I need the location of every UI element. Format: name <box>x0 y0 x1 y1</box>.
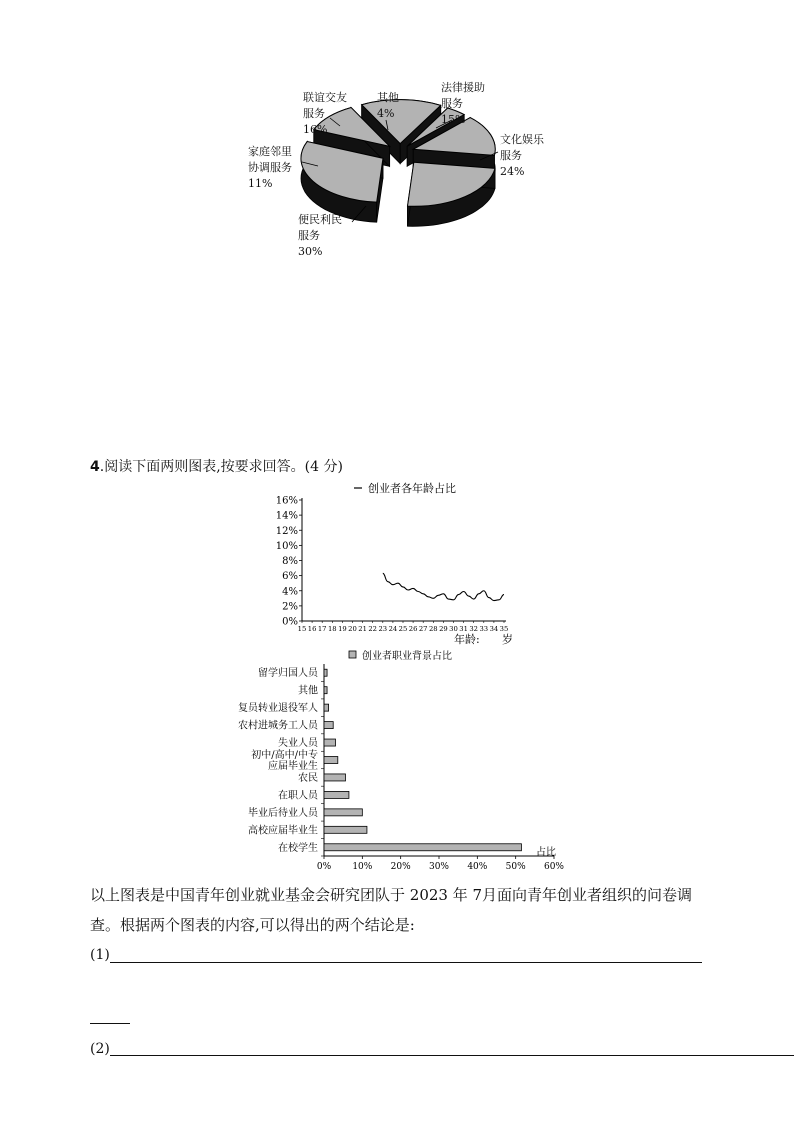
line-series-age-share <box>383 573 504 600</box>
bar-category-label: 高校应届毕业生 <box>248 825 318 837</box>
pie-label-culture: 文化娱乐 服务 24% <box>500 133 544 178</box>
line-x-tick-label: 25 <box>398 625 408 633</box>
bar-legend-swatch <box>349 651 356 658</box>
answer-2-line[interactable] <box>110 1055 794 1056</box>
line-x-tick-label: 34 <box>489 625 499 633</box>
bar-1 <box>324 687 327 694</box>
line-x-tick-label: 18 <box>327 625 337 633</box>
line-y-tick-label: 16% <box>275 495 298 507</box>
line-x-tick-label: 19 <box>338 625 347 633</box>
answer-1-line[interactable] <box>110 962 702 963</box>
line-x-tick-label: 30 <box>449 625 458 633</box>
bar-category-label: 初中/高中/中专 <box>251 750 318 761</box>
answer-1-line-continued[interactable] <box>90 1023 130 1024</box>
line-x-tick-label: 32 <box>469 625 479 633</box>
bar-7 <box>324 791 349 798</box>
line-x-tick-label: 33 <box>479 625 489 633</box>
bar-3 <box>324 722 333 729</box>
bar-5 <box>324 757 338 764</box>
line-y-tick-label: 4% <box>282 586 298 598</box>
pie-label-other: 其他 4% <box>377 91 399 120</box>
bar-category-label: 失业人员 <box>278 738 318 750</box>
bar-category-label: 农民 <box>298 772 318 784</box>
line-y-tick-label: 0% <box>282 616 298 628</box>
line-x-tick-label: 24 <box>388 625 398 633</box>
line-x-tick-label: 35 <box>499 625 509 633</box>
bar-x-tick-label: 40% <box>467 862 488 872</box>
line-x-tick-label: 29 <box>439 625 448 633</box>
line-x-tick-label: 17 <box>317 625 327 633</box>
question-paragraph: 以上图表是中国青年创业就业基金会研究团队于 2023 年 7月面向青年创业者组织的问卷调查。根据两个图表的内容,可以得出的两个结论是: <box>90 886 693 934</box>
answer-2-label: (2) <box>90 1041 110 1057</box>
line-x-tick-label: 20 <box>348 625 357 633</box>
occupation-bar-chart <box>220 646 580 878</box>
line-y-tick-label: 12% <box>275 525 298 537</box>
line-x-tick-label: 31 <box>459 625 468 633</box>
line-y-tick-label: 6% <box>282 571 298 583</box>
bar-4 <box>324 739 336 746</box>
bar-x-tick-label: 0% <box>316 862 332 872</box>
age-line-chart <box>250 478 550 648</box>
pie-label-family: 家庭邻里 协调服务 11% <box>248 145 292 190</box>
bar-category-label: 在校学生 <box>278 842 318 854</box>
line-legend-label: 创业者各年龄占比 <box>368 482 456 495</box>
line-y-tick-label: 14% <box>275 510 298 522</box>
bar-x-tick-label: 30% <box>428 862 450 872</box>
bar-category-label: 留学归国人员 <box>258 668 318 680</box>
pie-label-friendship: 联谊交友 服务 16% <box>303 91 347 136</box>
bar-category-label: 毕业后待业人员 <box>248 807 318 819</box>
line-x-tick-label: 23 <box>378 625 388 633</box>
bar-x-axis-label: 占比 <box>536 847 556 858</box>
bar-6 <box>324 774 345 781</box>
bar-x-tick-label: 50% <box>505 862 526 872</box>
line-x-tick-label: 28 <box>428 625 438 633</box>
bar-0 <box>324 669 327 676</box>
line-y-tick-label: 10% <box>275 540 298 552</box>
line-x-tick-label: 26 <box>408 625 418 633</box>
bar-x-tick-label: 60% <box>543 862 565 872</box>
bar-category-label: 在职人员 <box>278 790 318 802</box>
line-y-tick-label: 8% <box>282 556 298 567</box>
question-number: 4 <box>90 459 100 475</box>
bar-8 <box>324 809 362 816</box>
bar-x-tick-label: 10% <box>352 862 373 872</box>
question-title <box>90 456 343 476</box>
line-x-tick-label: 27 <box>418 625 428 633</box>
bar-category-label: 其他 <box>298 685 318 697</box>
bar-category-label: 复员转业退役军人 <box>238 703 318 715</box>
pie-slice-culture <box>407 162 495 226</box>
line-x-tick-label: 16 <box>307 625 317 633</box>
line-x-axis-label: 年龄: <box>454 633 480 646</box>
bar-10 <box>324 844 521 851</box>
bar-category-label: 农村进城务工人员 <box>238 720 318 732</box>
line-x-axis-unit: 岁 <box>502 633 513 646</box>
line-x-tick-label: 22 <box>368 625 378 633</box>
bar-category-label: 应届毕业生 <box>268 761 318 772</box>
line-y-tick-label: 2% <box>282 601 298 613</box>
question-text: .阅读下面两则图表,按要求回答。(4 分) <box>99 459 343 475</box>
pie-label-legal: 法律援助 服务 15% <box>441 81 485 126</box>
bar-legend-label: 创业者职业背景占比 <box>362 651 452 662</box>
line-x-tick-label: 21 <box>358 625 367 633</box>
bar-2 <box>324 704 329 711</box>
bar-x-tick-label: 20% <box>390 862 411 872</box>
pie-label-convenience: 便民利民 服务 30% <box>298 213 342 258</box>
line-x-tick-label: 15 <box>297 625 307 633</box>
bar-9 <box>324 826 367 833</box>
answer-1-label: (1) <box>90 947 110 963</box>
